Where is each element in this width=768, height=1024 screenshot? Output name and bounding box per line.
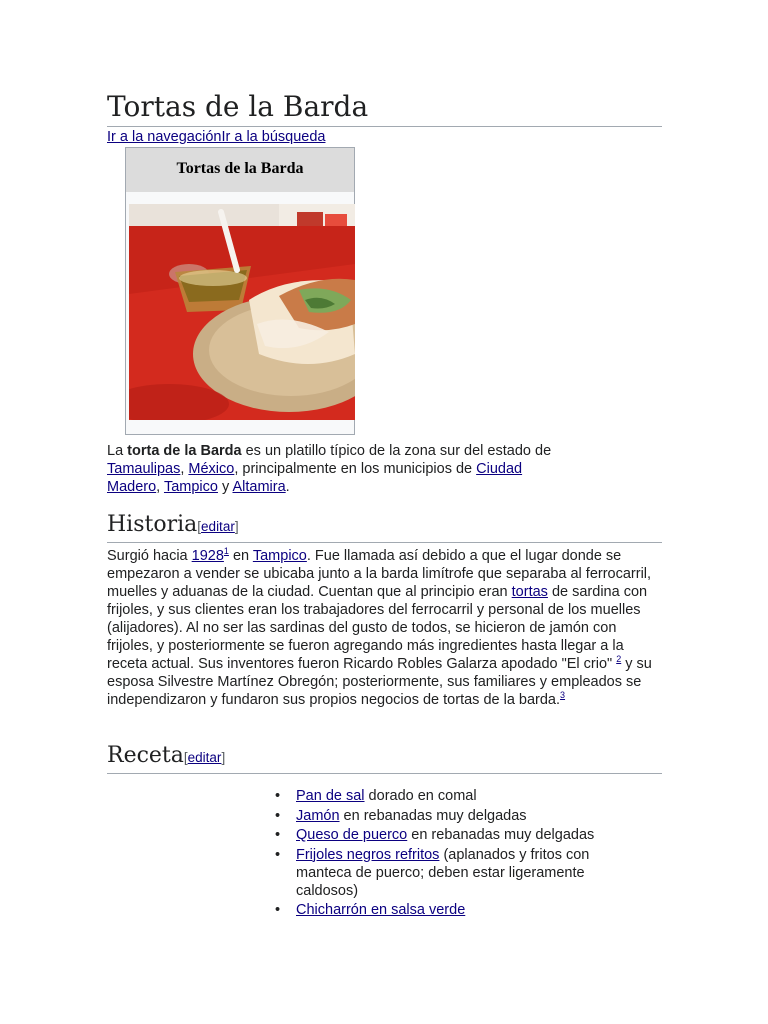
infobox-title: Tortas de la Barda: [126, 148, 354, 192]
intro-text: .: [285, 479, 290, 495]
historia-text: en: [228, 548, 253, 564]
historia-text: de sardina con frijoles, y sus clientes eran los trabajadores del ferrocarril y personal de los muelles (alijadores). Al no ser las sardinas del gusto de todos, se hicieron de jamón con frijoles, y posteriormente se fueron agregando más ingredientes hasta llegar a la receta actual. Sus inventores fueron Ricardo Robles Galarza apodado "El crio": [107, 584, 648, 672]
edit-receta-link[interactable]: editar: [187, 750, 222, 765]
section-heading-historia: [107, 510, 662, 543]
link-tamaulipas[interactable]: Tamaulipas: [107, 461, 181, 477]
link-1928[interactable]: 1928: [191, 548, 224, 564]
edit-section: [197, 519, 238, 534]
item-text: en rebanadas muy delgadas: [339, 807, 527, 824]
bullet-icon: •: [275, 846, 281, 863]
page-title: Tortas de la Barda: [107, 88, 662, 127]
list-item: [275, 787, 615, 805]
bracket: [: [197, 519, 202, 534]
section-title: Receta: [107, 743, 184, 768]
historia-text: Surgió hacia: [107, 548, 192, 564]
jump-to-navigation-link[interactable]: Ir a la navegación: [107, 129, 222, 145]
intro-text: es un platillo típico de la zona sur del estado de: [241, 443, 552, 459]
torta-photo: [129, 204, 355, 420]
link-pan-de-sal[interactable]: Pan de sal: [296, 788, 365, 804]
item-text: en rebanadas muy delgadas: [407, 827, 595, 843]
link-tampico-historia[interactable]: Tampico: [252, 548, 307, 564]
historia-text: y su esposa Silvestre Martínez Obregón; posteriormente, sus familiares y empleados se independizaron y fundaron sus propios negocios de tortas de la barda.: [107, 656, 652, 708]
link-mexico[interactable]: México: [188, 461, 235, 477]
edit-historia-link[interactable]: editar: [201, 519, 235, 534]
bracket: ]: [221, 750, 226, 765]
bullet-icon: •: [275, 788, 281, 804]
infobox-image[interactable]: [129, 204, 355, 420]
link-chicharron-en-salsa-verde[interactable]: Chicharrón en salsa verde: [296, 902, 466, 918]
intro-text: ,: [180, 461, 189, 477]
link-tortas[interactable]: tortas: [511, 584, 548, 600]
jump-links: [107, 128, 325, 146]
bullet-icon: •: [275, 827, 281, 843]
list-item: [275, 846, 615, 900]
reference-2[interactable]: 2: [616, 654, 622, 665]
link-altamira[interactable]: Altamira: [232, 479, 286, 495]
link-jamon[interactable]: Jamón: [296, 807, 340, 824]
intro-text: La: [107, 443, 128, 459]
intro-text: y: [217, 479, 233, 495]
link-tampico[interactable]: Tampico: [163, 479, 218, 495]
intro-bold-term: torta de la Barda: [127, 443, 242, 459]
intro-text: ,: [156, 479, 164, 495]
item-text: dorado en comal: [364, 788, 477, 804]
historia-paragraph: [107, 547, 663, 709]
recipe-list: [275, 787, 615, 921]
edit-section: [184, 750, 225, 765]
list-item: [275, 901, 615, 919]
link-queso-de-puerco[interactable]: Queso de puerco: [296, 827, 408, 843]
bracket: [: [183, 750, 188, 765]
jump-to-search-link[interactable]: Ir a la búsqueda: [221, 129, 326, 145]
section-heading-receta: [107, 741, 662, 774]
list-item: [275, 826, 615, 844]
list-item: [275, 807, 615, 825]
reference-3[interactable]: 3: [560, 690, 566, 701]
infobox: [125, 147, 355, 435]
item-text: (aplanados y fritos con manteca de puerco; deben estar ligeramente caldosos): [296, 846, 590, 899]
link-frijoles-negros-refritos[interactable]: Frijoles negros refritos: [296, 846, 440, 863]
historia-text: . Fue llamada así debido a que el lugar donde se empezaron a vender se ubicaba junto a la barda limítrofe que separaba al ferrocarril, muelles y aduanas de la ciudad. Cuentan que al principio eran: [107, 548, 652, 600]
intro-paragraph: [107, 442, 577, 496]
link-ciudad-madero[interactable]: Ciudad Madero: [107, 461, 523, 495]
intro-text: , principalmente en los municipios de: [234, 461, 477, 477]
section-title: Historia: [107, 512, 198, 537]
bracket: ]: [234, 519, 239, 534]
bullet-icon: •: [275, 807, 281, 824]
reference-1[interactable]: 1: [223, 546, 229, 557]
bullet-icon: •: [275, 902, 281, 918]
